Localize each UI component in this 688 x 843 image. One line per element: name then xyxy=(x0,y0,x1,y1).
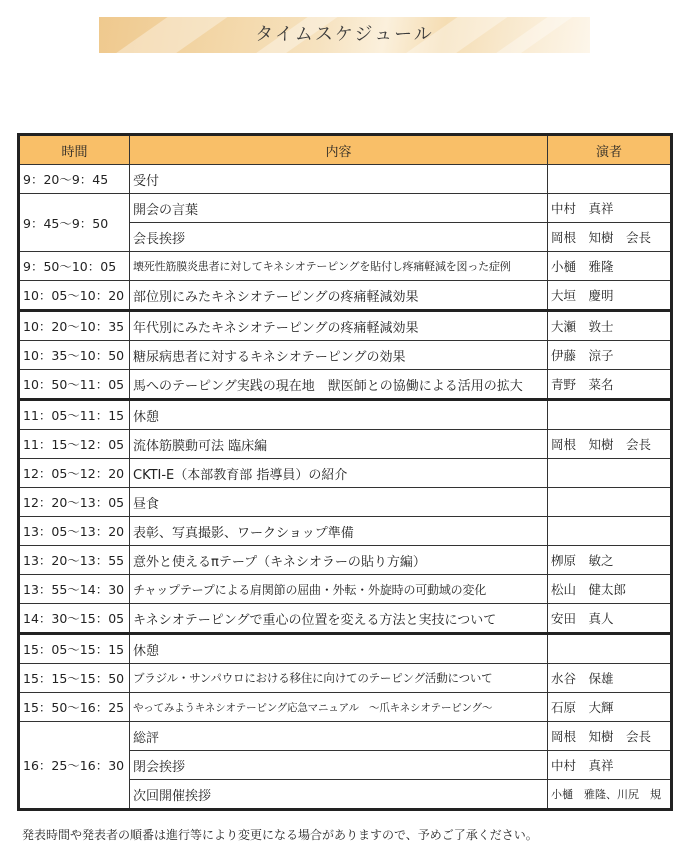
table-row xyxy=(19,546,672,575)
title-banner xyxy=(99,17,590,53)
speaker-cell: 石原 大輝 xyxy=(548,693,672,722)
time-cell: 11：05〜11：15 xyxy=(19,400,130,430)
time-cell: 15：15〜15：50 xyxy=(19,664,130,693)
table-row xyxy=(19,722,672,751)
table-row xyxy=(19,604,672,634)
speaker-cell: 大垣 慶明 xyxy=(548,281,672,311)
content-cell: 部位別にみたキネシオテーピングの疼痛軽減効果 xyxy=(130,281,548,311)
table-row xyxy=(19,194,672,223)
time-cell: 16：25〜16：30 xyxy=(19,722,130,810)
content-cell: 流体筋膜動可法 臨床編 xyxy=(130,430,548,459)
speaker-cell xyxy=(548,165,672,194)
table-row xyxy=(19,459,672,488)
table-row xyxy=(19,165,672,194)
speaker-cell: 小樋 雅隆 xyxy=(548,252,672,281)
speaker-cell xyxy=(548,459,672,488)
content-cell: ブラジル・サンパウロにおける移住に向けてのテーピング活動について xyxy=(130,664,548,693)
speaker-cell: 中村 真祥 xyxy=(548,194,672,223)
content-cell: 休憩 xyxy=(130,400,548,430)
table-row xyxy=(19,430,672,459)
table-row xyxy=(19,634,672,664)
header-speaker: 演者 xyxy=(548,135,672,165)
table-row xyxy=(19,693,672,722)
table-row xyxy=(19,252,672,281)
time-cell: 9：45〜9：50 xyxy=(19,194,130,252)
speaker-cell: 大瀬 敦士 xyxy=(548,311,672,341)
time-cell: 10：05〜10：20 xyxy=(19,281,130,311)
speaker-cell xyxy=(548,634,672,664)
content-cell: 意外と使えるπテープ（キネシオラーの貼り方編） xyxy=(130,546,548,575)
header-content: 内容 xyxy=(130,135,548,165)
page-title: タイムスケジュール xyxy=(255,24,434,45)
time-cell: 10：20〜10：35 xyxy=(19,311,130,341)
table-row xyxy=(19,370,672,400)
table-row xyxy=(19,664,672,693)
time-cell: 9：50〜10：05 xyxy=(19,252,130,281)
speaker-cell: 栁原 敏之 xyxy=(548,546,672,575)
content-cell: 糖尿病患者に対するキネシオテーピングの効果 xyxy=(130,341,548,370)
time-cell: 15：50〜16：25 xyxy=(19,693,130,722)
time-cell: 9：20〜9：45 xyxy=(19,165,130,194)
speaker-cell: 中村 真祥 xyxy=(548,751,672,780)
time-cell: 13：20〜13：55 xyxy=(19,546,130,575)
schedule-table xyxy=(17,133,673,811)
content-cell: CKTI-E（本部教育部 指導員）の紹介 xyxy=(130,459,548,488)
table-row xyxy=(19,400,672,430)
table-row xyxy=(19,575,672,604)
speaker-cell: 小樋 雅隆、川尻 規 xyxy=(548,780,672,810)
time-cell: 10：50〜11：05 xyxy=(19,370,130,400)
speaker-cell: 水谷 保雄 xyxy=(548,664,672,693)
content-cell: 表彰、写真撮影、ワークショップ準備 xyxy=(130,517,548,546)
speaker-cell: 安田 真人 xyxy=(548,604,672,634)
content-cell: 次回開催挨拶 xyxy=(130,780,548,810)
header-row xyxy=(19,135,672,165)
content-cell: 受付 xyxy=(130,165,548,194)
speaker-cell: 岡根 知樹 会長 xyxy=(548,223,672,252)
content-cell: 年代別にみたキネシオテーピングの疼痛軽減効果 xyxy=(130,311,548,341)
time-cell: 12：05〜12：20 xyxy=(19,459,130,488)
table-row xyxy=(19,488,672,517)
time-cell: 13：05〜13：20 xyxy=(19,517,130,546)
speaker-cell xyxy=(548,400,672,430)
speaker-cell: 青野 菜名 xyxy=(548,370,672,400)
content-cell: チャップテープによる肩関節の屈曲・外転・外旋時の可動域の変化 xyxy=(130,575,548,604)
content-cell: 開会の言葉 xyxy=(130,194,548,223)
speaker-cell xyxy=(548,488,672,517)
content-cell: 馬へのテーピング実践の現在地 獣医師との協働による活用の拡大 xyxy=(130,370,548,400)
content-cell: 昼食 xyxy=(130,488,548,517)
content-cell: 総評 xyxy=(130,722,548,751)
speaker-cell: 松山 健太郎 xyxy=(548,575,672,604)
table-row xyxy=(19,281,672,311)
time-cell: 15：05〜15：15 xyxy=(19,634,130,664)
header-time: 時間 xyxy=(19,135,130,165)
speaker-cell: 伊藤 涼子 xyxy=(548,341,672,370)
content-cell: 会長挨拶 xyxy=(130,223,548,252)
footnote: 発表時間や発表者の順番は進行等により変更になる場合がありますので、予めご了承ください。 xyxy=(22,828,538,842)
content-cell: 壊死性筋膜炎患者に対してキネシオテーピングを貼付し疼痛軽減を図った症例 xyxy=(130,252,548,281)
content-cell: やってみようキネシオテーピング応急マニュアル 〜爪キネシオテーピング〜 xyxy=(130,693,548,722)
content-cell: キネシオテーピングで重心の位置を変える方法と実技について xyxy=(130,604,548,634)
table-row xyxy=(19,517,672,546)
time-cell: 13：55〜14：30 xyxy=(19,575,130,604)
time-cell: 10：35〜10：50 xyxy=(19,341,130,370)
speaker-cell xyxy=(548,517,672,546)
content-cell: 閉会挨拶 xyxy=(130,751,548,780)
speaker-cell: 岡根 知樹 会長 xyxy=(548,722,672,751)
table-row xyxy=(19,311,672,341)
time-cell: 11：15〜12：05 xyxy=(19,430,130,459)
time-cell: 14：30〜15：05 xyxy=(19,604,130,634)
time-cell: 12：20〜13：05 xyxy=(19,488,130,517)
content-cell: 休憩 xyxy=(130,634,548,664)
table-row xyxy=(19,341,672,370)
speaker-cell: 岡根 知樹 会長 xyxy=(548,430,672,459)
